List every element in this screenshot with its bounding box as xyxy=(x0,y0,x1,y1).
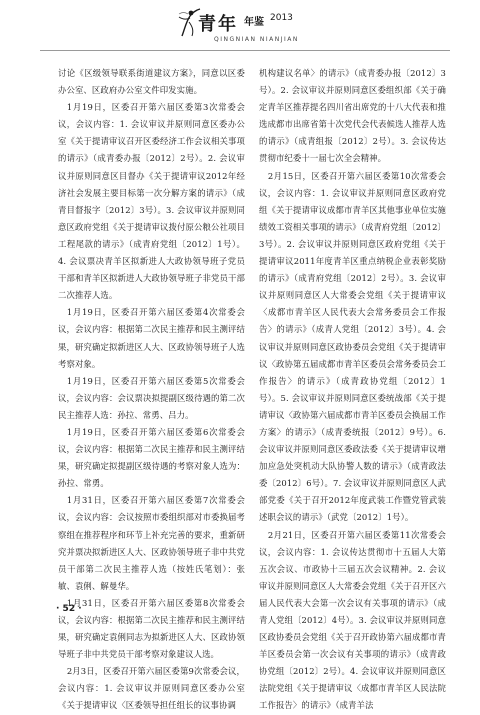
paragraph: 1月19日，区委召开第六届区委第5次常委会议，会议内容：会议票决拟提副区级待遇的第二次民主推荐人选：孙拉、常勇、吕力。 xyxy=(58,375,245,420)
right-column xyxy=(259,65,446,715)
paragraph: 2月15日，区委召开第六届区委第10次常委会议，会议内容：1. 会议审议并原则同意区政府党组《关于提请审议成都市青羊区其他事业单位实施绩效工资相关事项的请示》（成青府党组〔2012〕3号）。2. 会议审议并原则同意区政府党组《关于提请审议2011年度青羊区重点纳税企业表彰奖励的请示》（成青府党组〔2012〕2号）。3. 会议审议并原则同意区人大常委会党组《关于提请审议〈成都市青羊区人民代表大会常务委员会工作报告〉的请示》（成青人党组〔2012〕3号）。4. 会议审议并原则同意区政协委员会党组《关于提请审议〈政协第五届成都市青羊区委员会常务委员会工作报告〉的请示》（成青政协党组〔2012〕1号）。5. 会议审议并原则同意区委统战部《关于提请审议〈政协第六届成都市青羊区委员会换届工作方案〉的请示》（成青委统报〔2012〕9号）。6. 会议审议并原则同意区委政法委《关于提请审议增加应急处突机动大队协警人数的请示》（成青政法委〔2012〕6号）。7. 会议审议并原则同意区人武部党委《关于召开2012年度武装工作暨党管武装述职会议的请示》（武党〔2012〕1号）。 xyxy=(259,170,447,523)
paragraph: 1月19日，区委召开第六届区委第4次常委会议，会议内容：根据第二次民主推荐和民主测评结果，研究确定拟新进区人大、区政协领导班子人选考察对象。 xyxy=(58,307,245,369)
paragraph: 2月3日，区委召开第六届区委第9次常委会议，会议内容：1. 会议审议并原则同意区委办公室《关于提请审议〈区委领导担任组长的议事协调 xyxy=(58,666,245,711)
logo-english: QINGNIAN NIANJIAN xyxy=(214,36,299,43)
paragraph: 讨论《区级领导联系街道建议方案》，同意以区委办公室、区政府办公室文件印发实施。 xyxy=(58,68,245,96)
paragraph: 1月19日，区委召开第六届区委第3次常委会议，会议内容：1. 会议审议并原则同意区委办公室《关于提请审议召开区委经济工作会议相关事项的请示》（成青委办报〔2012〕2号）。2. 会议审议并原则同意区目督办《关于提请审议2012年经济社会发展主要目标第一次分解方案的请示》（成青目督报字〔2012〕3号）。3. 会议审议并原则同意区政府党组《关于提请审议拨付原公粮公社项目工程尾款的请示》（成青府党组〔2012〕1号）。4. 会议票决青羊区拟新进人大政协领导班子党员干部和青羊区拟新进人大政协领导班子非党员干部二次推荐人选。 xyxy=(58,102,245,301)
page-number: · 52 · xyxy=(56,604,82,614)
left-column xyxy=(58,65,245,715)
paragraph: 2月21日，区委召开第六届区委第11次常委会议，会议内容：1. 会议传达贯彻市十五届人大第五次会议、市政协十三届五次会议精神。2. 会议审议并原则同意区人大常委会党组《关于召开区六届人民代表大会第一次会议有关事项的请示》（成青人党组〔2012〕4号）。3. 会议审议并原则同意区政协委员会党组《关于召开政协第六届成都市青羊区委员会第一次会议有关事项的请示》（成青政协党组〔2012〕2号）。4. 会议审议并原则同意区法院党组《关于提请审议〈成都市青羊区人民法院工作报告〉的请示》（成青羊法 xyxy=(259,529,446,711)
page-header xyxy=(0,0,480,62)
logo-year: 2013 xyxy=(270,13,293,23)
logo-title: 青年 xyxy=(198,14,238,35)
logo-subtitle: 年鉴 xyxy=(244,17,264,28)
paragraph: 1月31日，区委召开第六届区委第8次常委会议，会议内容：根据第二次民主推荐和民主测评结果，研究确定袁俐同志为拟新进区人大、区政协领导班子非中共党员干部考察对象建议人选。 xyxy=(58,597,245,660)
paragraph: 1月31日，区委召开第六届区委第7次常委会议，会议内容：会议按照市委组织部对市委换届考察组在推荐程序和环节上补充完善的要求，重新研究并票决拟新进区人大、区政协领导班子非中共党员干部第二次民主推荐人选（按姓氏笔划）：张敏、袁俐、解曼华。 xyxy=(58,495,245,591)
paragraph: 机构建议名单〉的请示》（成青委办报〔2012〕3号）。2. 会议审议并原则同意区委组织部《关于确定青羊区推荐提名四川省出席党的十八大代表和推选成都市出席省第十次党代会代表候选人推荐人选的请示》（成青组报〔2012〕2号）。3. 会议传达贯彻市纪委十一届七次全会精神。 xyxy=(259,68,446,164)
paragraph: 1月19日，区委召开第六届区委第6次常委会议，会议内容：根据第二次民主推荐和民主测评结果，研究确定拟提副区级待遇的考察对象人选为：孙拉、常勇。 xyxy=(58,426,245,489)
header-rule xyxy=(40,50,450,51)
